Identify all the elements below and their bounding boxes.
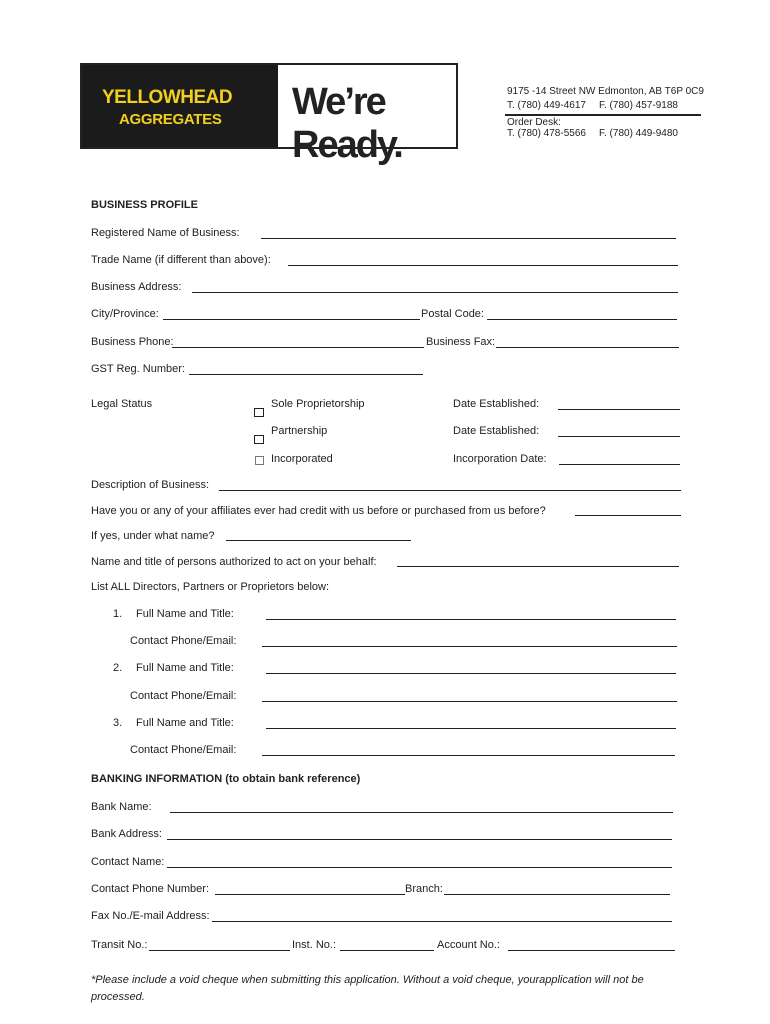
order-desk-fax: F. (780) 449-9480 (599, 128, 678, 139)
business-phone-label: Business Phone: (91, 336, 174, 348)
sole-proprietorship-label: Sole Proprietorship (271, 398, 365, 410)
date-established-label-2: Date Established: (453, 425, 540, 437)
trade-name-field[interactable] (288, 265, 678, 266)
director-3-name-label: Full Name and Title: (136, 717, 234, 729)
contact-name-label: Contact Name: (91, 856, 165, 868)
city-province-label: City/Province: (91, 308, 159, 320)
postal-code-label: Postal Code: (421, 308, 484, 320)
incorporated-label: Incorporated (271, 453, 333, 465)
authorized-persons-field[interactable] (397, 566, 679, 567)
business-fax-field[interactable] (496, 347, 679, 348)
fax-email-label: Fax No./E-mail Address: (91, 910, 210, 922)
bank-address-label: Bank Address: (91, 828, 162, 840)
director-1-number: 1. (113, 608, 123, 620)
director-3-contact-field[interactable] (262, 755, 675, 756)
fax-email-field[interactable] (212, 921, 672, 922)
list-directors-label: List ALL Directors, Partners or Proprietors below: (91, 581, 330, 593)
tagline: We’re Ready. (292, 81, 402, 166)
description-field[interactable] (219, 490, 681, 491)
account-label: Account No.: (437, 939, 500, 951)
inst-label: Inst. No.: (292, 939, 337, 951)
director-1-contact-label: Contact Phone/Email: (130, 635, 237, 647)
partnership-checkbox[interactable] (254, 435, 264, 444)
bank-name-field[interactable] (170, 812, 673, 813)
banking-title: BANKING INFORMATION (to obtain bank reference) (91, 773, 361, 785)
company-logo (80, 63, 458, 166)
bank-address-field[interactable] (167, 839, 672, 840)
company-phone: T. (780) 449-4617 (507, 100, 586, 111)
date-established-field-2[interactable] (558, 436, 680, 437)
if-yes-label: If yes, under what name? (91, 530, 215, 542)
if-yes-field[interactable] (226, 540, 411, 541)
registered-name-label: Registered Name of Business: (91, 227, 240, 239)
date-established-label-1: Date Established: (453, 398, 540, 410)
description-label: Description of Business: (91, 479, 209, 491)
branch-field[interactable] (444, 894, 670, 895)
postal-code-field[interactable] (487, 319, 677, 320)
incorporation-date-field[interactable] (559, 464, 680, 465)
business-address-field[interactable] (192, 292, 678, 293)
order-desk-phone: T. (780) 478-5566 (507, 128, 586, 139)
gst-label: GST Reg. Number: (91, 363, 185, 375)
director-3-contact-label: Contact Phone/Email: (130, 744, 237, 756)
affiliates-question: Have you or any of your affiliates ever had credit with us before or purchased from us before? (91, 505, 546, 517)
partnership-label: Partnership (271, 425, 328, 437)
transit-field[interactable] (149, 950, 290, 951)
logo-line-1: YELLOWHEAD (102, 87, 233, 108)
transit-label: Transit No.: (91, 939, 148, 951)
account-field[interactable] (508, 950, 675, 951)
order-desk-label: Order Desk: (507, 117, 561, 128)
logo-line-2: AGGREGATES (119, 111, 222, 128)
legal-status-label: Legal Status (91, 398, 153, 410)
director-2-name-label: Full Name and Title: (136, 662, 234, 674)
registered-name-field[interactable] (261, 238, 676, 239)
bank-name-label: Bank Name: (91, 801, 152, 813)
void-cheque-note-line1: *Please include a void cheque when submitting this application. Without a void cheque, yourapplication will not be (91, 974, 644, 986)
business-address-label: Business Address: (91, 281, 182, 293)
logo-dark-panel (82, 65, 278, 147)
company-address: 9175 -14 Street NW Edmonton, AB T6P 0C9 (507, 86, 704, 97)
branch-label: Branch: (405, 883, 443, 895)
inst-field[interactable] (340, 950, 434, 951)
authorized-persons-label: Name and title of persons authorized to act on your behalf: (91, 556, 377, 568)
contact-name-field[interactable] (167, 867, 672, 868)
director-3-number: 3. (113, 717, 123, 729)
date-established-field-1[interactable] (558, 409, 680, 410)
city-province-field[interactable] (163, 319, 420, 320)
incorporation-date-label: Incorporation Date: (453, 453, 547, 465)
incorporated-checkbox[interactable] (255, 456, 264, 465)
contact-divider (505, 114, 701, 116)
trade-name-label: Trade Name (if different than above): (91, 254, 271, 266)
director-3-name-field[interactable] (266, 728, 676, 729)
contact-phone-field[interactable] (215, 894, 405, 895)
director-2-number: 2. (113, 662, 123, 674)
business-phone-field[interactable] (172, 347, 424, 348)
director-2-contact-field[interactable] (262, 701, 677, 702)
director-1-contact-field[interactable] (262, 646, 677, 647)
sole-proprietorship-checkbox[interactable] (254, 408, 264, 417)
affiliates-field[interactable] (575, 515, 681, 516)
director-2-name-field[interactable] (266, 673, 676, 674)
void-cheque-note-line2: processed. (91, 991, 145, 1003)
business-profile-title: BUSINESS PROFILE (91, 199, 198, 211)
director-2-contact-label: Contact Phone/Email: (130, 690, 237, 702)
company-fax: F. (780) 457-9188 (599, 100, 678, 111)
business-fax-label: Business Fax: (426, 336, 496, 348)
gst-field[interactable] (189, 374, 423, 375)
director-1-name-label: Full Name and Title: (136, 608, 234, 620)
contact-phone-label: Contact Phone Number: (91, 883, 210, 895)
director-1-name-field[interactable] (266, 619, 676, 620)
